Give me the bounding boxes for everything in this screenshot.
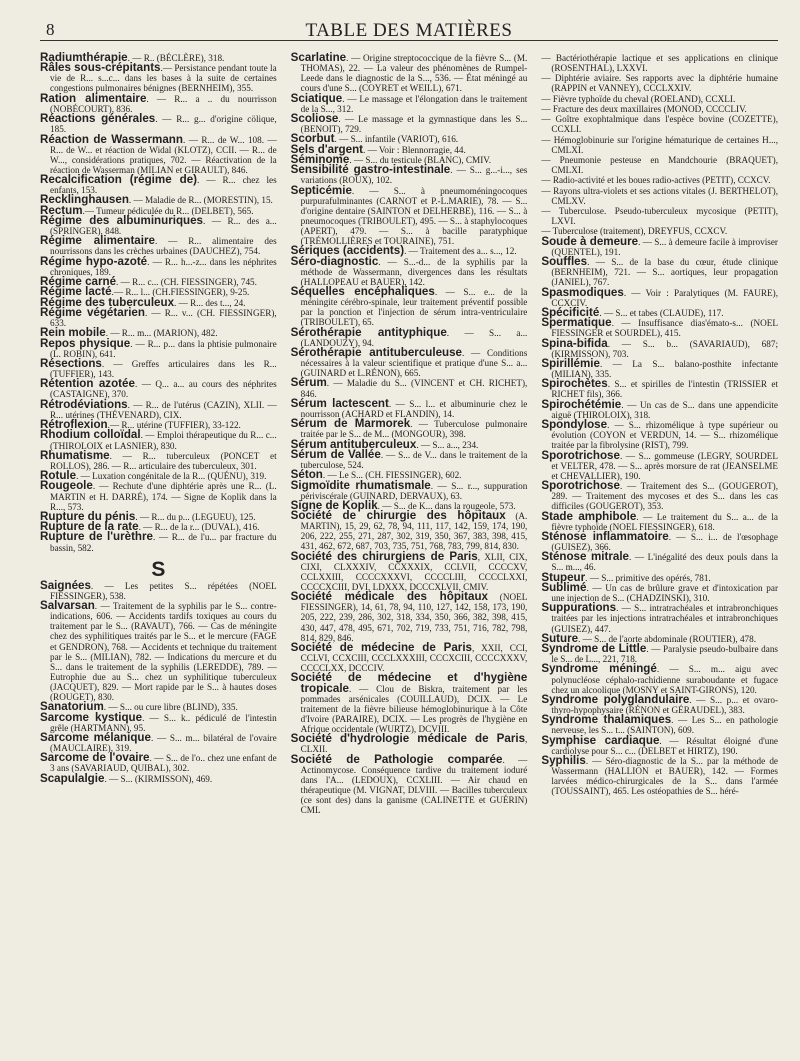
entry-text: .— Tumeur pédiculée du R... (DELBET), 565. <box>82 205 254 216</box>
entry-text: (NOEL FIESSINGER), 14, 61, 78, 94, 110, 127, 142, 158, 173, 190, 205, 222, 239, 286, 302, 318, 334, 350, 366, 382, 398, 415, 430, 447, 478, 495, 671, 702, 719, 733, 751, 716, 782, 798, 814, 829, 846. <box>300 592 528 643</box>
entry-text: . — Voir : Blennorragie, 44. <box>363 144 466 155</box>
index-entry <box>541 692 779 715</box>
entry-heading: Sensibilité gastro-intestinale <box>290 163 451 177</box>
index-entry <box>40 236 277 256</box>
entry-text: — Fracture des deux maxillaires (MONOD, CCCCLIV. <box>541 104 747 115</box>
entry-heading: Syndrome de Little <box>541 642 647 656</box>
entry-text: . — R... tuberculeux (PONCET et ROLLOS), 286. — R... articulaire des tuberculeux, 301. <box>50 450 277 471</box>
entry-heading: Spirillémie <box>541 357 600 370</box>
entry-text: — Fièvre typhoïde du cheval (ROELAND), CCXLI. <box>541 93 736 104</box>
entry-text: . — R... de la r... (DUVAL), 416. <box>138 522 260 533</box>
entry-text: .— Persistance pendant toute la vie de R... s...c... dans les bases à la suite de certaines congestions pulmonaires bénignes (BERNHEIM), 355. <box>50 63 277 94</box>
entry-heading: Sérum <box>290 376 327 390</box>
index-entry <box>290 325 528 348</box>
entry-text: . — S... de V... dans le traitement de la tuberculose, 524. <box>300 449 528 470</box>
index-entry <box>291 419 528 439</box>
entry-heading: Sciatique <box>290 91 343 105</box>
index-entry <box>541 509 778 532</box>
index-entry <box>40 430 277 450</box>
index-entry <box>541 420 778 450</box>
entry-text: . — R... des a... (SPRINGER), 848. <box>50 216 277 237</box>
entry-heading: Spirochétémie <box>541 397 622 411</box>
index-entry <box>541 448 779 481</box>
entry-text: . — Le traitement du S... a... de la fièvre typhoïde (NOEL FIESSINGER), 618. <box>551 511 778 532</box>
entry-heading: Syndrome méningé <box>541 662 657 676</box>
entry-text: — Tuberculose (traitement), DREYFUS, CCXCV. <box>541 226 728 237</box>
entry-text: . — Greffes articulaires dans les R... (TUFFIER), 143. <box>50 359 277 380</box>
entry-text: . — Résultat éloigné d'une cardiolyse pour S... c... (DELBET et HIRTZ), 190. <box>551 735 779 756</box>
entry-heading: Sarcome de l'ovaire <box>40 751 150 765</box>
entry-heading: Spécificité <box>541 305 600 319</box>
entry-text: . — S... l... et albuminurie chez le nourrisson (ACHARD et FLANDIN), 14. <box>300 398 528 419</box>
index-column-1 <box>40 53 277 815</box>
entry-text: . — R... chez les enfants, 153. <box>50 175 277 196</box>
entry-text: . — Origine streptococcique de la fièvre S... (M. THOMAS), 22. — La valeur des phénomènes de Rumpel-Leede dans le diagnostic de la S..., 536. — État méningé au cours d'une S... (COYRET et WEILL), 671. <box>300 53 528 94</box>
entry-heading: Sérothérapie antituberculeuse <box>290 345 462 359</box>
entry-heading: Signe de Koplik <box>290 498 378 512</box>
entry-text: . — Un cas de brûlure grave et d'intoxication par une injection de S... (CHADZINSKI), 310. <box>551 582 779 604</box>
entry-heading: Régime des tuberculeux <box>40 295 175 309</box>
entry-text: .— R... l... (CH.FIESSINGER), 9-25. <box>111 287 250 298</box>
index-entry <box>40 601 277 702</box>
entry-heading: Sanatorium <box>40 700 104 714</box>
entry-text: — Pneumonie pesteuse en Mandchourie (BRAQUET), CMLXI. <box>541 155 779 176</box>
entry-heading: Syndrome polyglandulaire <box>541 692 690 706</box>
index-entry <box>541 53 778 73</box>
entry-text: — Radio-activité et les boues radio-actives (PETIT), CCXCV. <box>541 175 771 186</box>
index-entry <box>541 135 778 155</box>
entry-heading: Septicémie <box>290 183 352 197</box>
entry-text: — Goître exophtalmique dans l'espèce bovine (COZETTE), CCXLI. <box>541 114 779 135</box>
index-entry <box>541 155 778 175</box>
entry-text: . — S... à pneumoméningocoques purpurafulminantes (CARNOT et P.-L.MARIE), 78. — S... d'origine dentaire (SAINTON et DELHERBE), 116. — S... à pneumocoques (TRIBOULET), 495. — S... à staphylocoques (APERT), 479. — S... à bacille paratyphique (TRÉMOLLIÈRES et TOURAINE), 751. <box>300 185 528 246</box>
entry-heading: Rupture de la rate <box>40 520 139 534</box>
index-entry <box>291 53 528 93</box>
index-entry <box>541 733 779 756</box>
entry-heading: Régime des albuminuriques <box>40 214 203 227</box>
entry-heading: Soude à demeure <box>541 234 639 248</box>
index-entry <box>291 287 528 327</box>
entry-heading: Société d'hydrologie médicale de Paris <box>290 732 526 746</box>
entry-text: . — S... k.. pédiculé de l'intestin grêle (HARTMANN), 95. <box>50 712 277 733</box>
page-title: TABLE DES MATIÈRES <box>305 20 513 41</box>
index-entry <box>541 379 778 399</box>
index-entry <box>40 730 277 753</box>
entry-text: . — Tuberculose pulmonaire traitée par le S... de M... (MONGOUR), 398. <box>300 419 528 440</box>
entry-heading: Recklinghausen <box>40 193 129 207</box>
index-entry <box>40 114 277 134</box>
index-entry <box>290 752 528 816</box>
entry-heading: Scarlatine <box>290 51 347 64</box>
index-entry <box>541 234 778 257</box>
entry-text: . S... et spirilles de l'intestin (TRISSIER et RICHET fils), 366. <box>551 379 779 400</box>
entry-heading: Société des chirurgiens de Paris <box>290 549 478 563</box>
entry-heading: Scoliose <box>290 111 339 125</box>
index-entry <box>541 94 778 104</box>
index-entry <box>40 753 277 773</box>
entry-heading: Rétrodéviations <box>40 397 128 411</box>
index-entry <box>291 673 528 734</box>
entry-text: . — R... du p... (LEGUEU), 125. <box>135 511 256 522</box>
entry-text: . — Un cas de S... dans une appendicite aiguë (THIROLOIX), 318. <box>551 399 779 420</box>
entry-heading: Suture <box>541 631 579 645</box>
entry-heading: Repos physique <box>40 336 131 350</box>
entry-text: . — Maladie du S... (VINCENT et CH. RICHET), 846. <box>300 378 528 399</box>
entry-text: — Diphtérie aviaire. Ses rapports avec la diphtérie humaine (RAPPIN et VANNEY), CCCLXXIV. <box>541 73 779 94</box>
entry-text: . — Maladie de R... (MORESTIN), 15. <box>128 195 273 206</box>
index-entry <box>541 114 778 134</box>
entry-heading: Rhodium colloïdal <box>40 428 141 442</box>
entry-text: .— R... utérine (TUFFIER), 33-122. <box>107 420 241 431</box>
index-entry <box>290 640 528 674</box>
entry-heading: Rougeole <box>40 479 93 493</box>
index-entry <box>40 175 277 195</box>
entry-text: . — S... rhizomélique à type supérieur ou évolution (COYON et VERDUN, 14. — S... rhizomélique traitée par la fibrolysine (RIST), 799. <box>551 420 779 451</box>
entry-text: . — S... de l'o.. chez une enfant de 3 ans (SAVARIAUD, QUIBAL), 302. <box>50 753 277 774</box>
index-entry <box>541 285 779 308</box>
entry-heading: Spermatique <box>541 316 612 330</box>
index-entry <box>40 481 277 511</box>
index-entry <box>40 448 277 471</box>
entry-heading: Société de chirurgie des hôpitaux <box>290 509 506 523</box>
entry-heading: Suppurations <box>541 601 617 615</box>
index-entry <box>40 216 277 236</box>
index-entry <box>541 186 778 206</box>
entry-heading: Spasmodiques <box>541 285 624 299</box>
entry-text: . — R... p... dans la phtisie pulmonaire (L. ROBIN), 641. <box>50 338 277 359</box>
entry-heading: Société de médecine et d'hygiène tropicale <box>290 671 528 695</box>
entry-heading: Séminome <box>290 152 350 166</box>
entry-heading: Rétention azotée <box>40 377 135 391</box>
entry-text: . — S... intratrachéales et intrabronchiques traitées par les injections intratrachéales et intrabronchiques (GUISEZ), 447. <box>551 603 779 634</box>
entry-heading: Régime végétarien <box>40 305 145 319</box>
entry-heading: Réaction de Wassermann <box>40 132 183 146</box>
entry-text: . — R... h...-z... dans les néphrites chroniques, 189. <box>50 256 277 277</box>
entry-text: . — R... v... (CH. FIESSINGER), 633. <box>50 307 277 329</box>
index-entry <box>291 592 528 642</box>
entry-heading: Société de Pathologie comparée <box>290 752 503 766</box>
index-entry <box>290 183 528 247</box>
index-entry <box>40 771 277 785</box>
index-entry <box>541 257 778 287</box>
index-entry <box>291 511 528 551</box>
index-entry <box>541 397 779 420</box>
entry-heading: Sporotrichose <box>541 479 620 493</box>
page-header <box>40 10 778 41</box>
index-entry <box>541 318 778 338</box>
entry-heading: Rotule <box>40 469 77 483</box>
entry-heading: Saignées <box>40 578 91 592</box>
index-entry <box>541 580 779 604</box>
index-entry <box>541 664 778 694</box>
entry-heading: Société médicale des hôpitaux <box>290 590 488 604</box>
entry-text: . — R... a .. du nourrisson (NOBÉCOURT), 836. <box>50 93 277 114</box>
entry-text: . — Le massage et l'élongation dans le traitement de la S..., 312. <box>300 93 528 114</box>
entry-heading: Rupture du pénis <box>40 509 136 523</box>
entry-text: . — R... m... (MARION), 482. <box>105 328 218 339</box>
entry-text: . — S... g...-i..., ses variations (ROUX), 102. <box>300 165 528 186</box>
entry-heading: Sels d'argent <box>290 142 364 156</box>
entry-text: . — R... alimentaire des nourrissons dans les crèches urbaines (DAUCHEZ), 754. <box>50 236 277 257</box>
index-entry <box>541 481 778 511</box>
entry-heading: Radiumthérapie <box>40 51 128 64</box>
entry-heading: Scapulalgie <box>40 771 105 785</box>
entry-heading: Recalcification (régime de) <box>40 173 198 187</box>
index-entry <box>541 359 778 379</box>
entry-text: . — S... primitive des opérés, 781. <box>585 572 711 583</box>
index-entry <box>541 73 778 93</box>
entry-text: . — S... r..., suppuration périviscérale (GUINARD, DERVAUX), 63. <box>300 480 528 501</box>
index-entry <box>541 644 778 664</box>
index-entry <box>541 603 778 633</box>
entry-text: . — S... m... aigu avec polynucléose céphalo-rachidienne suraboudante et fugace chez un alcoolique (MOSNY et SAINT-GIRONS), 120. <box>551 664 779 695</box>
index-entry <box>291 378 528 398</box>
index-entry <box>541 175 778 185</box>
entry-text: . — S... de K... dans la rougeole, 573. <box>377 500 516 511</box>
entry-heading: Régime lacté <box>40 285 112 299</box>
entry-text: . — Insuffisance dias'émato-s... (NOEL FIESSINGER et SOURDEL), 415. <box>551 318 779 339</box>
index-entry <box>40 132 277 175</box>
entry-heading: Société de médecine de Paris <box>290 640 472 654</box>
entry-text: . — Q... a... au cours des néphrites (CASTAIGNE), 370. <box>50 379 277 400</box>
entry-text: . — S... à demeure facile à improviser (QUENTEL), 191. <box>551 236 778 257</box>
index-entry <box>290 91 528 114</box>
entry-heading: Rétroflexion <box>40 418 108 432</box>
entry-heading: Sarcome kystique <box>40 710 143 724</box>
entry-text: . — S... du testicule (BLANC), CMIV. <box>349 154 492 165</box>
index-entry <box>541 206 778 226</box>
entry-heading: Séton <box>290 468 323 482</box>
entry-text: . — S... gommeuse (LEGRY, SOURDEL et VELTER, 478. — S... après morsure de rat (JEANSELME et CHEVALLIER), 190. <box>551 450 779 481</box>
index-entry <box>40 254 277 277</box>
index-entry <box>541 336 779 359</box>
entry-text: — Tuberculose. Pseudo-tuberculeux mycosique (PETIT), LXVI. <box>541 206 779 227</box>
entry-text: . — Conditions nécessaires à la valeur scientifique et pratique d'une S... a... (GUINARD et L.RÉNON), 665. <box>300 347 528 379</box>
entry-heading: Sérum lactescent <box>290 396 389 410</box>
section-letter: S <box>151 557 166 581</box>
entry-heading: Spina-bifida <box>541 336 608 350</box>
index-entry <box>290 549 528 592</box>
entry-heading: Sténose inflammatoire <box>541 529 669 543</box>
entry-heading: Stupeur <box>541 570 586 584</box>
entry-heading: Rhumatisme <box>40 448 110 462</box>
index-entry <box>541 529 778 552</box>
entry-text: . — La S... balano-posthite infectante (MILIAN), 335. <box>551 359 779 380</box>
entry-text: . — Les S... en pathologie nerveuse, les S... t... (SAINTON), 609. <box>551 715 779 736</box>
entry-heading: Réactions générales <box>40 112 156 126</box>
index-entry <box>40 710 277 733</box>
index-entry <box>290 478 528 501</box>
entry-heading: Symphise cardiaque <box>541 733 660 747</box>
index-entry <box>290 111 528 135</box>
entry-text: — Hémoglobinurie sur l'origine hématurique de certaines H..., CMLXI. <box>541 134 779 155</box>
entry-text: — Rayons ultra-violets et ses actions vitales (J. BERTHELOT), CMLXV. <box>541 185 779 206</box>
index-entry <box>40 91 277 114</box>
index-entry <box>290 345 528 379</box>
index-entry <box>290 396 528 419</box>
entry-heading: Salvarsan <box>40 599 95 613</box>
index-entry <box>40 397 277 420</box>
entry-heading: Sérum de Vallée <box>290 447 381 461</box>
entry-text: . — S... p... et ovaro-thyro-hypophysaire (RÉNON et GÉRAUDEL), 383. <box>551 694 779 715</box>
entry-heading: Sérum antituberculeux <box>290 437 417 451</box>
entry-text: . — Actinomycose. Conséquence tardive du traitement ioduré dans l'A... (LEDOUX), CCXLIII. — Air chaud en thérapeutique (M. VIGNAT, DLVIII. — Bacilles tuberculeux (ce sont des) dans la ganisme (CALINETTE et GUÉRIN) CML <box>300 754 528 815</box>
index-entry <box>291 734 528 754</box>
entry-heading: Sérothérapie antityphique <box>290 325 447 339</box>
entry-heading: Scorbut <box>290 132 335 146</box>
entry-text: . — R... de W... 108. — R... de W... et réaction de Widal (KLOTZ), CCII. — R... de W..., considérations pratiques, 702. — Réactivation de la réaction de Wasserman (MILIAN et GIRAULT), 846. <box>50 134 277 175</box>
entry-heading: Stade amphibole <box>541 509 637 523</box>
entry-text: . — R... de l'u... par fracture du bassin, 582. <box>50 532 277 553</box>
index-entry <box>541 552 778 572</box>
entry-text: . — S... ou cure libre (BLIND), 335. <box>103 702 238 713</box>
entry-text: . — S...-d... de la syphilis par la méthode de Wassermann, divergences dans les résultats (HALLOPEAU et BAUER), 142. <box>300 256 528 287</box>
entry-heading: Rectum <box>40 203 83 217</box>
entry-text: . — S... b... (SAVARIAUD), 687; (KIRMISSON), 703. <box>551 338 779 359</box>
entry-text: . — Traitement de la syphilis par le S... contre-indications, 606. — Accidents tardifs toxiques au cours du traitement par le S... (RAVAUT), 766. — Cas de méningite chez des syphilitiques traités par le S... et le mercure (FAGE et GENDRON), 768. — Accidents et technique du traitement par le S... (MILIAN), 782. — Indications du mercure et du S... dans le traitement de la syphilis (LEREDDE), 789. — Eutrophie due au S... chez un syphilitique tuberculeux (JACQUET), 829. — Mort rapide par le S... à hautes doses (ROUGET), 830. <box>50 601 277 702</box>
entry-text: . — Séro-diagnostic de la S... par la méthode de Wassermann (HALLION et BAUER), 142. — Formes larvées médico-chirurgicales de la S... dans l'armée (TOUSSAINT), 465. Les ostéopathies de S... héré- <box>551 756 779 797</box>
index-entry <box>40 305 277 329</box>
entry-text: . — Luxation congénitale de la R... (QUÉNU), 319. <box>76 471 267 482</box>
entry-heading: Régime carné <box>40 275 117 289</box>
entry-text: . — Clou de Biskra, traitement par les pommades arsénicales (COUILLAUD), DCIX. — Le traitement de la fièvre bilieuse hémoglobinurique à la Côte d'Ivoire (PARAIRE), DCIX. — Les progrès de l'hygiène en Afrique occidentale (WURTZ), DCVIII. <box>300 683 528 734</box>
entry-text: . — Rechute d'une diphtérie après une R... (L. MARTIN et H. DARRÉ), 174. — Signe de Koplik dans la R..., 573. <box>50 481 277 512</box>
entry-heading: Rein mobile <box>40 326 106 340</box>
index-entry <box>541 715 778 735</box>
entry-text: . — Les petites S... répétées (NOEL FIESSINGER), 538. <box>50 580 277 601</box>
entry-text: . — S... e... de la méningite cérébro-spinale, leur traitement préventif possible par la ponction et l'injection de sérum intra-ventriculaire (TRIBOULET), 65. <box>300 287 528 328</box>
entry-text: . — S... infantile (VARIOT), 616. <box>334 134 459 145</box>
entry-text: . — Le massage et la gymnastique dans les S... (BENOIT), 729. <box>300 113 528 135</box>
entry-heading: Ration alimentaire <box>40 91 147 105</box>
index-entry <box>40 336 277 359</box>
index-entry <box>291 165 528 185</box>
entry-text: . — R... g... d'origine cölique, 185. <box>50 114 277 135</box>
entry-text: . — R.. (BÉCLÈRE), 318. <box>127 53 225 63</box>
entry-heading: Rupture de l'urèthre <box>40 530 153 544</box>
entry-text: . — L'inégalité des deux pouls dans la S... m..., 46. <box>551 552 779 573</box>
entry-heading: Sarcome mélanique <box>40 730 151 744</box>
entry-heading: Syphilis <box>541 754 586 768</box>
entry-text: . — S... m... bilatéral de l'ovaire (MAUCLAIRE), 319. <box>50 732 277 753</box>
entry-text: . — S... et tabes (CLAUDE), 117. <box>599 307 724 318</box>
entry-text: , CLXII. <box>300 734 528 755</box>
index-column-3 <box>541 53 778 815</box>
entry-text: . — Voir : Paralytiques (M. FAURE), CCXCIV. <box>551 287 779 308</box>
entry-heading: Sublimé <box>541 580 587 594</box>
entry-text: . — S... a..., 234. <box>416 439 479 450</box>
entry-heading: Sérum de Marmorek <box>290 417 411 431</box>
entry-heading: Râles sous-crépitants <box>40 61 161 75</box>
entry-text: . — S... de l'aorte abdominale (ROUTIER), 478. <box>578 633 757 644</box>
entry-text: . — R... des t..., 24. <box>174 297 246 308</box>
index-columns <box>40 53 778 815</box>
index-entry <box>541 756 778 796</box>
index-entry <box>541 104 778 114</box>
entry-heading: Syndrome thalamiques <box>541 713 672 727</box>
entry-text: , XXII, CCI, CCLVI, CCXCIII, CCCLXXXIII, CCCXCIII, CCCCXXXV, CCCCLXX, DCCCIV. <box>300 642 528 674</box>
entry-heading: Spirochètes <box>541 377 608 391</box>
entry-heading: Spondylose <box>541 418 608 432</box>
entry-heading: Sigmoïdite rhumatismale <box>290 478 431 492</box>
entry-heading: Séquelles encéphaliques <box>290 285 435 299</box>
page-number: 8 <box>46 20 55 39</box>
entry-heading: Régime hypo-azoté <box>40 254 148 268</box>
entry-text: . — R... c... (CH. FIESSINGER), 745. <box>116 277 257 288</box>
entry-heading: Régime alimentaire <box>40 234 155 248</box>
entry-text: . — S... (KIRMISSON), 469. <box>104 773 213 784</box>
entry-text: . — S... i... de l'œsophage (GUISEZ), 366. <box>551 531 778 552</box>
index-entry <box>40 379 277 399</box>
entry-text: . — Paralysie pseudo-bulbaire dans le S... de L..., 221, 718. <box>551 644 778 665</box>
entry-heading: Sténose mitrale <box>541 550 629 564</box>
entry-text: . — Emploi thérapeutique du R... c... (THIROLOIX et LASNIER), 830. <box>50 430 277 451</box>
index-entry <box>40 359 277 379</box>
index-entry <box>40 532 277 552</box>
entry-text: — Bactériothérapie lactique et ses applications en clinique (ROSENTHAL), LXXVI. <box>541 53 779 74</box>
entry-text: . — R... de l'utérus (CAZIN), XLII. — R... utérines (THÉVENARD), CIX. <box>50 399 277 420</box>
index-entry <box>290 447 528 470</box>
entry-text: . — Traitement des S... (GOUGEROT), 289. — Traitement des mycoses et des S... dans les cas difficiles (GOUGEROT), 353. <box>551 481 779 512</box>
entry-heading: Sériques (accidents) <box>290 244 405 258</box>
index-entry <box>290 254 528 287</box>
entry-text: . — Traitement des a... s..., 12. <box>404 246 517 257</box>
entry-heading: Séro-diagnostic <box>290 254 379 268</box>
entry-text: . — Le S... (CH. FIESSINGER), 602. <box>322 470 462 481</box>
entry-heading: Souffles <box>541 255 588 269</box>
entry-text: . — S... a... (LANDOUZY), 94. <box>300 327 528 348</box>
entry-text: , XLII, CIX, CIXI, CLXXXIV, CCXXXIX, CCLVII, CCCCXV, CCLXXIII, CCCCXXXVI, CCCCLIII, CCCCLXXI, CCCCXCIII, DVI, LDXXX, DCCCXLVII, CMIV. <box>300 551 528 592</box>
entry-heading: Résections <box>40 357 102 370</box>
index-column-2 <box>291 53 528 815</box>
entry-heading: Sporotrichose <box>541 448 620 462</box>
index-entry <box>40 578 277 601</box>
entry-text: . — S... de la base du cœur, étude clinique (BERNHEIM), 721. — S... aortiques, leur propagation (JANIEL), 767. <box>551 257 779 288</box>
index-entry <box>40 63 277 93</box>
entry-text: (A. MARTIN), 15, 29, 62, 78, 94, 111, 117, 142, 159, 174, 190, 206, 222, 255, 271, 287, 302, 319, 350, 367, 383, 398, 415, 431, 462, 672, 687, 703, 735, 751, 768, 783, 799, 814, 830. <box>300 511 528 552</box>
